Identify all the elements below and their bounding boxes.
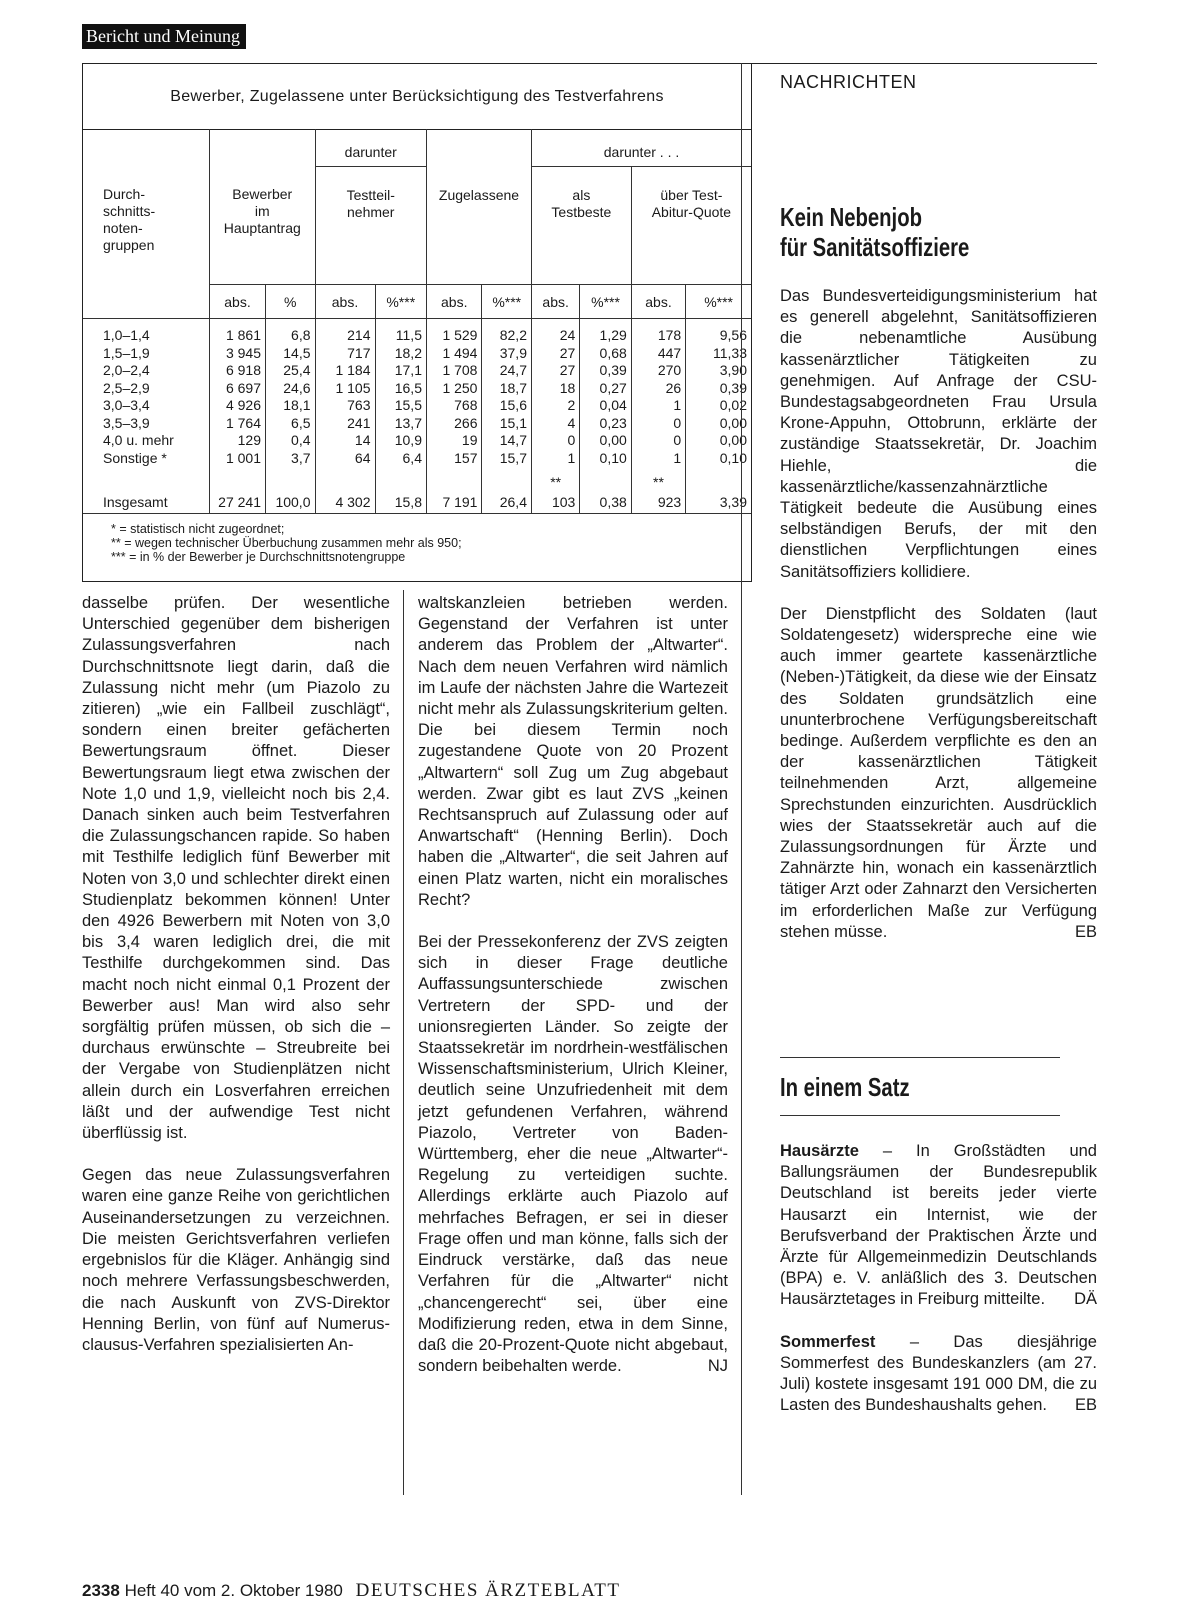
table-body — [83, 319, 751, 468]
news-headline — [780, 202, 1027, 262]
row-label: 1,5–1,9 — [103, 344, 150, 361]
author-signature: EB — [1074, 1396, 1097, 1415]
table-cell: 2 — [531, 397, 579, 415]
table-row — [83, 450, 751, 468]
row-label: 1,0–1,4 — [103, 327, 150, 343]
paragraph — [418, 932, 728, 1377]
statistics-table — [83, 129, 751, 514]
unit-label: abs. — [426, 284, 482, 319]
table-cell: 447 — [631, 345, 685, 363]
item-title: Sommerfest — [780, 1332, 876, 1351]
table-cell: 18,1 — [266, 397, 316, 415]
table-cell: 14 — [315, 432, 375, 450]
darunter-header-1: darunter — [315, 130, 426, 167]
headline-line: für Sanitätsoffiziere — [780, 232, 970, 262]
table-footnotes — [111, 522, 462, 564]
author-signature: EB — [1074, 922, 1097, 941]
table-cell: 13,7 — [375, 415, 426, 433]
total-cell: 103 — [531, 493, 579, 514]
col-header-testbeste: als Testbeste — [531, 166, 631, 284]
row-label: 4,0 u. mehr — [103, 432, 174, 448]
table-cell: 4 926 — [210, 397, 266, 415]
table-cell: 24,7 — [482, 362, 532, 380]
table-cell: 24 — [531, 319, 579, 345]
table-cell: 266 — [426, 415, 482, 433]
in-einem-satz-column — [780, 1141, 1097, 1437]
table-cell: 27 — [531, 345, 579, 363]
table-cell: 25,4 — [266, 362, 316, 380]
table-cell: 717 — [315, 345, 375, 363]
table-title: Bewerber, Zugelassene unter Berücksichtigung des Testverfahrens — [170, 88, 664, 105]
table-cell: 768 — [426, 397, 482, 415]
col-header-testteilnehmer: Testteil- nehmer — [315, 166, 426, 284]
row-label: Sonstige * — [103, 449, 167, 466]
total-label: Insgesamt — [103, 494, 168, 510]
total-mark: ** — [531, 467, 579, 493]
col-header-abitur-quote: über Test- Abitur-Quote — [631, 166, 751, 284]
table-cell: 0,10 — [686, 450, 751, 468]
unit-label: %*** — [580, 284, 631, 319]
table-row — [83, 432, 751, 450]
total-cell: 4 302 — [315, 493, 375, 514]
table-cell: 4 — [531, 415, 579, 433]
table-cell: 14,5 — [266, 345, 316, 363]
headline-line: Kein Nebenjob — [780, 202, 922, 232]
news-item — [780, 1332, 1097, 1417]
table-cell: 0,39 — [686, 380, 751, 398]
total-mark: ** — [631, 467, 685, 493]
issue-info: Heft 40 vom 2. Oktober 1980 — [124, 1581, 343, 1600]
table-cell: 0,23 — [580, 415, 631, 433]
table-cell: 1 250 — [426, 380, 482, 398]
page-number: 2338 — [82, 1581, 120, 1600]
col-header-groups: Durch- schnitts- noten- gruppen — [103, 186, 156, 253]
news-column — [780, 202, 1097, 964]
section-rule — [780, 1115, 1060, 1116]
section-label: Bericht und Meinung — [82, 24, 246, 49]
table-cell: 19 — [426, 432, 482, 450]
table-cell: 1 764 — [210, 415, 266, 433]
table-cell: 214 — [315, 319, 375, 345]
table-cell: 15,1 — [482, 415, 532, 433]
paragraph — [780, 604, 1097, 943]
table-cell: 0,00 — [580, 432, 631, 450]
total-cell: 27 241 — [210, 493, 266, 514]
table-cell: 3 945 — [210, 345, 266, 363]
total-cell: 26,4 — [482, 493, 532, 514]
table-cell: 15,7 — [482, 450, 532, 468]
unit-label: abs. — [631, 284, 685, 319]
paragraph-text: Der Dienstpflicht des Soldaten (laut Soldatengesetz) widerspreche eine wie auch immer geartete kassenärztliche (Neben-)Tätigkeit, da diese wie der Einsatz des Soldaten grundsätzlich eine ununterbrochene Verfügungsbereitschaft bedinge. Außerdem verpflichte es den an der kassenärztlichen Tätigkeit teilnehmenden Arzt, allgemeine Sprechstunden einzurichten. Ausdrücklich wies der Staatssekretär auch auf die Zulassungsordnungen für Ärzte und Zahnärzte hin, wonach ein kassenärztlich tätiger Arzt oder Zahnarzt den Versicherten im erforderlichen Maße zur Verfügung stehen müsse. — [780, 604, 1097, 941]
table-cell: 17,1 — [375, 362, 426, 380]
unit-label: %*** — [375, 284, 426, 319]
table-cell: 18,7 — [482, 380, 532, 398]
table-cell: 0,68 — [580, 345, 631, 363]
table-cell: 270 — [631, 362, 685, 380]
statistics-table-box — [82, 63, 752, 582]
item-text: – In Großstädten und Ballungsräumen der Bundesrepublik Deutschland ist bereits jeder vierte Hausarzt ein Internist, wie der Berufsverband der Praktischen Ärzte und Ärzte für Allgemeinmedizin Deutschlands (BPA) e. V. anläßlich des 3. Deutschen Hausärztetages in Freiburg mitteilte. — [780, 1142, 1097, 1309]
news-item — [780, 1141, 1097, 1311]
table-cell: 1 — [631, 397, 685, 415]
table-cell: 0,27 — [580, 380, 631, 398]
table-cell: 0,00 — [686, 415, 751, 433]
table-cell: 6,4 — [375, 450, 426, 468]
row-label: 2,0–2,4 — [103, 362, 150, 378]
item-text: – Das diesjährige Sommerfest des Bundeskanzlers (am 27. Juli) kostete insgesamt 191 000 DM, die zu Lasten des Bundeshaushalts gehen. — [780, 1332, 1097, 1415]
author-signature: NJ — [707, 1357, 728, 1376]
total-cell: 3,39 — [686, 493, 751, 514]
total-cell: 100,0 — [266, 493, 316, 514]
table-cell: 16,5 — [375, 380, 426, 398]
table-cell: 0 — [631, 432, 685, 450]
unit-label: %*** — [686, 284, 751, 319]
table-cell: 1 — [531, 450, 579, 468]
article-column-1 — [82, 593, 390, 1377]
row-label: 3,0–3,4 — [103, 397, 150, 413]
table-cell: 0,39 — [580, 362, 631, 380]
page-footer — [82, 1580, 620, 1602]
paragraph: dasselbe prüfen. Der wesentliche Unterschied gegenüber dem bisherigen Zulassungsverfahren nach Durchschnittsnote liegt darin, daß die Zulassung nicht mehr (um Piazolo zu zitieren) „wie ein Fallbeil zuschlägt“, sondern einen breiter gefächerten Bewertungsraum öffnet. Dieser Bewertungsraum liegt etwa zwischen der Note 1,0 und 1,9, vielleicht noch bis 2,4. Danach sinken auch beim Testverfahren die Zulassungschancen rapide. So haben mit Testhilfe lediglich fünf Bewerber mit Noten von 3,0 und schlechter direkt einen Studienplatz bekommen können! Unter den 4926 Bewerbern mit Noten von 3,0 bis 3,4 waren lediglich drei, die mit Testhilfe durchgekommen sind. Das macht noch nicht einmal 0,1 Prozent der Bewerber aus! Man wird also sehr sorgfältig prüfen müssen, ob sich die – durchaus erwünschte – Streubreite bei der Vergabe von Studienplätzen nicht allein durch ein Losverfahren erreichen läßt und der aufwendige Test nicht überflüssig ist. — [82, 594, 390, 1143]
table-cell: 0,00 — [686, 432, 751, 450]
table-cell: 157 — [426, 450, 482, 468]
section-headline: In einem Satz — [780, 1072, 910, 1102]
table-row — [83, 345, 751, 363]
table-cell: 1 708 — [426, 362, 482, 380]
footnote: * = statistisch nicht zugeordnet; — [111, 522, 285, 536]
unit-label: %*** — [482, 284, 532, 319]
table-cell: 18,2 — [375, 345, 426, 363]
footnote: ** = wegen technischer Überbuchung zusammen mehr als 950; — [111, 536, 462, 550]
table-cell: 82,2 — [482, 319, 532, 345]
unit-label: abs. — [531, 284, 579, 319]
table-cell: 27 — [531, 362, 579, 380]
table-cell: 1,29 — [580, 319, 631, 345]
table-cell: 178 — [631, 319, 685, 345]
table-cell: 0,02 — [686, 397, 751, 415]
table-cell: 0 — [631, 415, 685, 433]
paragraph: Das Bundesverteidigungsministerium hat es generell abgelehnt, Sanitätsoffizieren die nebenamtliche Ausübung kassenärztlicher Tätigkeiten zu genehmigen. Auf Anfrage der CSU-Bundestagsabgeordneten Frau Ursula Krone-Appuhn, Ottobrunn, erklärte der zuständige Staatssekretär, Dr. Joachim Hiehle, die kassenärztliche/kassenzahnärztliche Tätigkeit bedeute die Ausübung eines selbständigen Berufs, der mit den dienstlichen Verpflichtungen eines Sanitätsoffiziers kollidiere. — [780, 287, 1097, 581]
table-cell: 3,90 — [686, 362, 751, 380]
table-cell: 763 — [315, 397, 375, 415]
table-cell: 1 861 — [210, 319, 266, 345]
paragraph: waltskanzleien betrieben werden. Gegenstand der Verfahren ist unter anderem das Problem der „Altwarter“. Nach dem neuen Verfahren wird nämlich im Laufe der nächsten Jahre die Wartezeit nicht mehr als Zulassungskriterium gelten. Die bei diesem Termin noch zugestandene Quote von 20 Prozent „Altwartern“ soll Zug um Zug abgebaut werden. Zwar gibt es laut ZVS „keinen Rechtsanspruch auf Zulassung oder auf Anwartschaft“ (Henning Berlin). Doch haben die „Altwarter“, die seit Jahren auf einen Platz warten, nicht ein moralisches Recht? — [418, 594, 728, 909]
row-label: 3,5–3,9 — [103, 414, 150, 431]
table-row — [83, 380, 751, 398]
table-cell: 1 529 — [426, 319, 482, 345]
table-cell: 0 — [531, 432, 579, 450]
table-row — [83, 397, 751, 415]
table-cell: 6 697 — [210, 380, 266, 398]
row-label: 2,5–2,9 — [103, 379, 150, 396]
table-cell: 1 105 — [315, 380, 375, 398]
magazine-name: DEUTSCHES ÄRZTEBLATT — [355, 1580, 621, 1601]
table-cell: 26 — [631, 380, 685, 398]
total-cell: 7 191 — [426, 493, 482, 514]
unit-label: % — [266, 284, 316, 319]
col-header-zugelassene: Zugelassene — [426, 166, 531, 284]
table-row — [83, 319, 751, 345]
total-cell: 923 — [631, 493, 685, 514]
table-cell: 9,56 — [686, 319, 751, 345]
item-title: Hausärzte — [780, 1142, 859, 1160]
table-cell: 64 — [315, 450, 375, 468]
table-cell: 1 494 — [426, 345, 482, 363]
right-column-divider — [741, 63, 742, 1495]
table-cell: 11,5 — [375, 319, 426, 345]
table-cell: 0,10 — [580, 450, 631, 468]
col-header-bewerber: Bewerber im Hauptantrag — [210, 166, 316, 284]
table-cell: 24,6 — [266, 380, 316, 398]
author-signature: DÄ — [1074, 1290, 1097, 1309]
table-row — [83, 362, 751, 380]
table-cell: 14,7 — [482, 432, 532, 450]
total-row — [83, 493, 751, 514]
unit-label: abs. — [210, 284, 266, 319]
darunter-header-2: darunter . . . — [531, 130, 751, 167]
total-cell: 15,8 — [375, 493, 426, 514]
table-cell: 18 — [531, 380, 579, 398]
table-cell: 129 — [210, 432, 266, 450]
table-cell: 10,9 — [375, 432, 426, 450]
unit-label: abs. — [315, 284, 375, 319]
footnote: *** = in % der Bewerber je Durchschnittsnotengruppe — [111, 550, 406, 564]
table-cell: 6,5 — [266, 415, 316, 433]
table-cell: 15,5 — [375, 397, 426, 415]
table-row — [83, 415, 751, 433]
column-divider — [403, 590, 404, 1495]
table-cell: 241 — [315, 415, 375, 433]
table-cell: 0,04 — [580, 397, 631, 415]
table-cell: 6,8 — [266, 319, 316, 345]
table-cell: 6 918 — [210, 362, 266, 380]
total-cell: 0,38 — [580, 493, 631, 514]
table-cell: 1 — [631, 450, 685, 468]
table-cell: 1 001 — [210, 450, 266, 468]
table-cell: 15,6 — [482, 397, 532, 415]
table-cell: 1 184 — [315, 362, 375, 380]
paragraph: Gegen das neue Zulassungsverfahren waren eine ganze Reihe von gerichtlichen Auseinandersetzungen zu verzeichnen. Die meisten Gerichtsverfahren verliefen ergebnislos für die Kläger. Anhängig sind noch mehrere Verfassungsbeschwerden, die nach Auskunft von ZVS-Direktor Henning Berlin, von fünf auf Numerus-clausus-Verfahren spezialisierten An- — [82, 1166, 390, 1354]
section-rule — [780, 1057, 1060, 1058]
table-cell: 11,33 — [686, 345, 751, 363]
table-cell: 0,4 — [266, 432, 316, 450]
table-cell: 37,9 — [482, 345, 532, 363]
paragraph-text: Bei der Pressekonferenz der ZVS zeigten sich in dieser Frage deutliche Auffassungsunterschiede zwischen Vertretern der SPD- und der unionsregierten Länder. So zeigte der Staatssekretär im nordrhein-westfälischen Wissenschaftsministerium, Ulrich Kleiner, deutlich seine Unzufriedenheit mit dem jetzt gefundenen Verfahren, während Piazolo, Vertreter von Baden-Württemberg, eher die neue „Altwarter“-Regelung zu verteidigen suchte. Allerdings erklärte auch Piazolo auf mehrfaches Befragen, er sei in dieser Frage offen und man könne, falls sich der Eindruck verstärke, daß das neue Verfahren für die „Altwarter“ nicht „chancengerecht“ sei, über eine Modifizierung reden, etwa in dem Sinne, daß die 20-Prozent-Quote nicht abgebaut, sondern beibehalten werde. — [418, 933, 728, 1376]
table-cell: 3,7 — [266, 450, 316, 468]
article-column-2 — [418, 593, 728, 1398]
news-section-label: NACHRICHTEN — [780, 72, 917, 92]
